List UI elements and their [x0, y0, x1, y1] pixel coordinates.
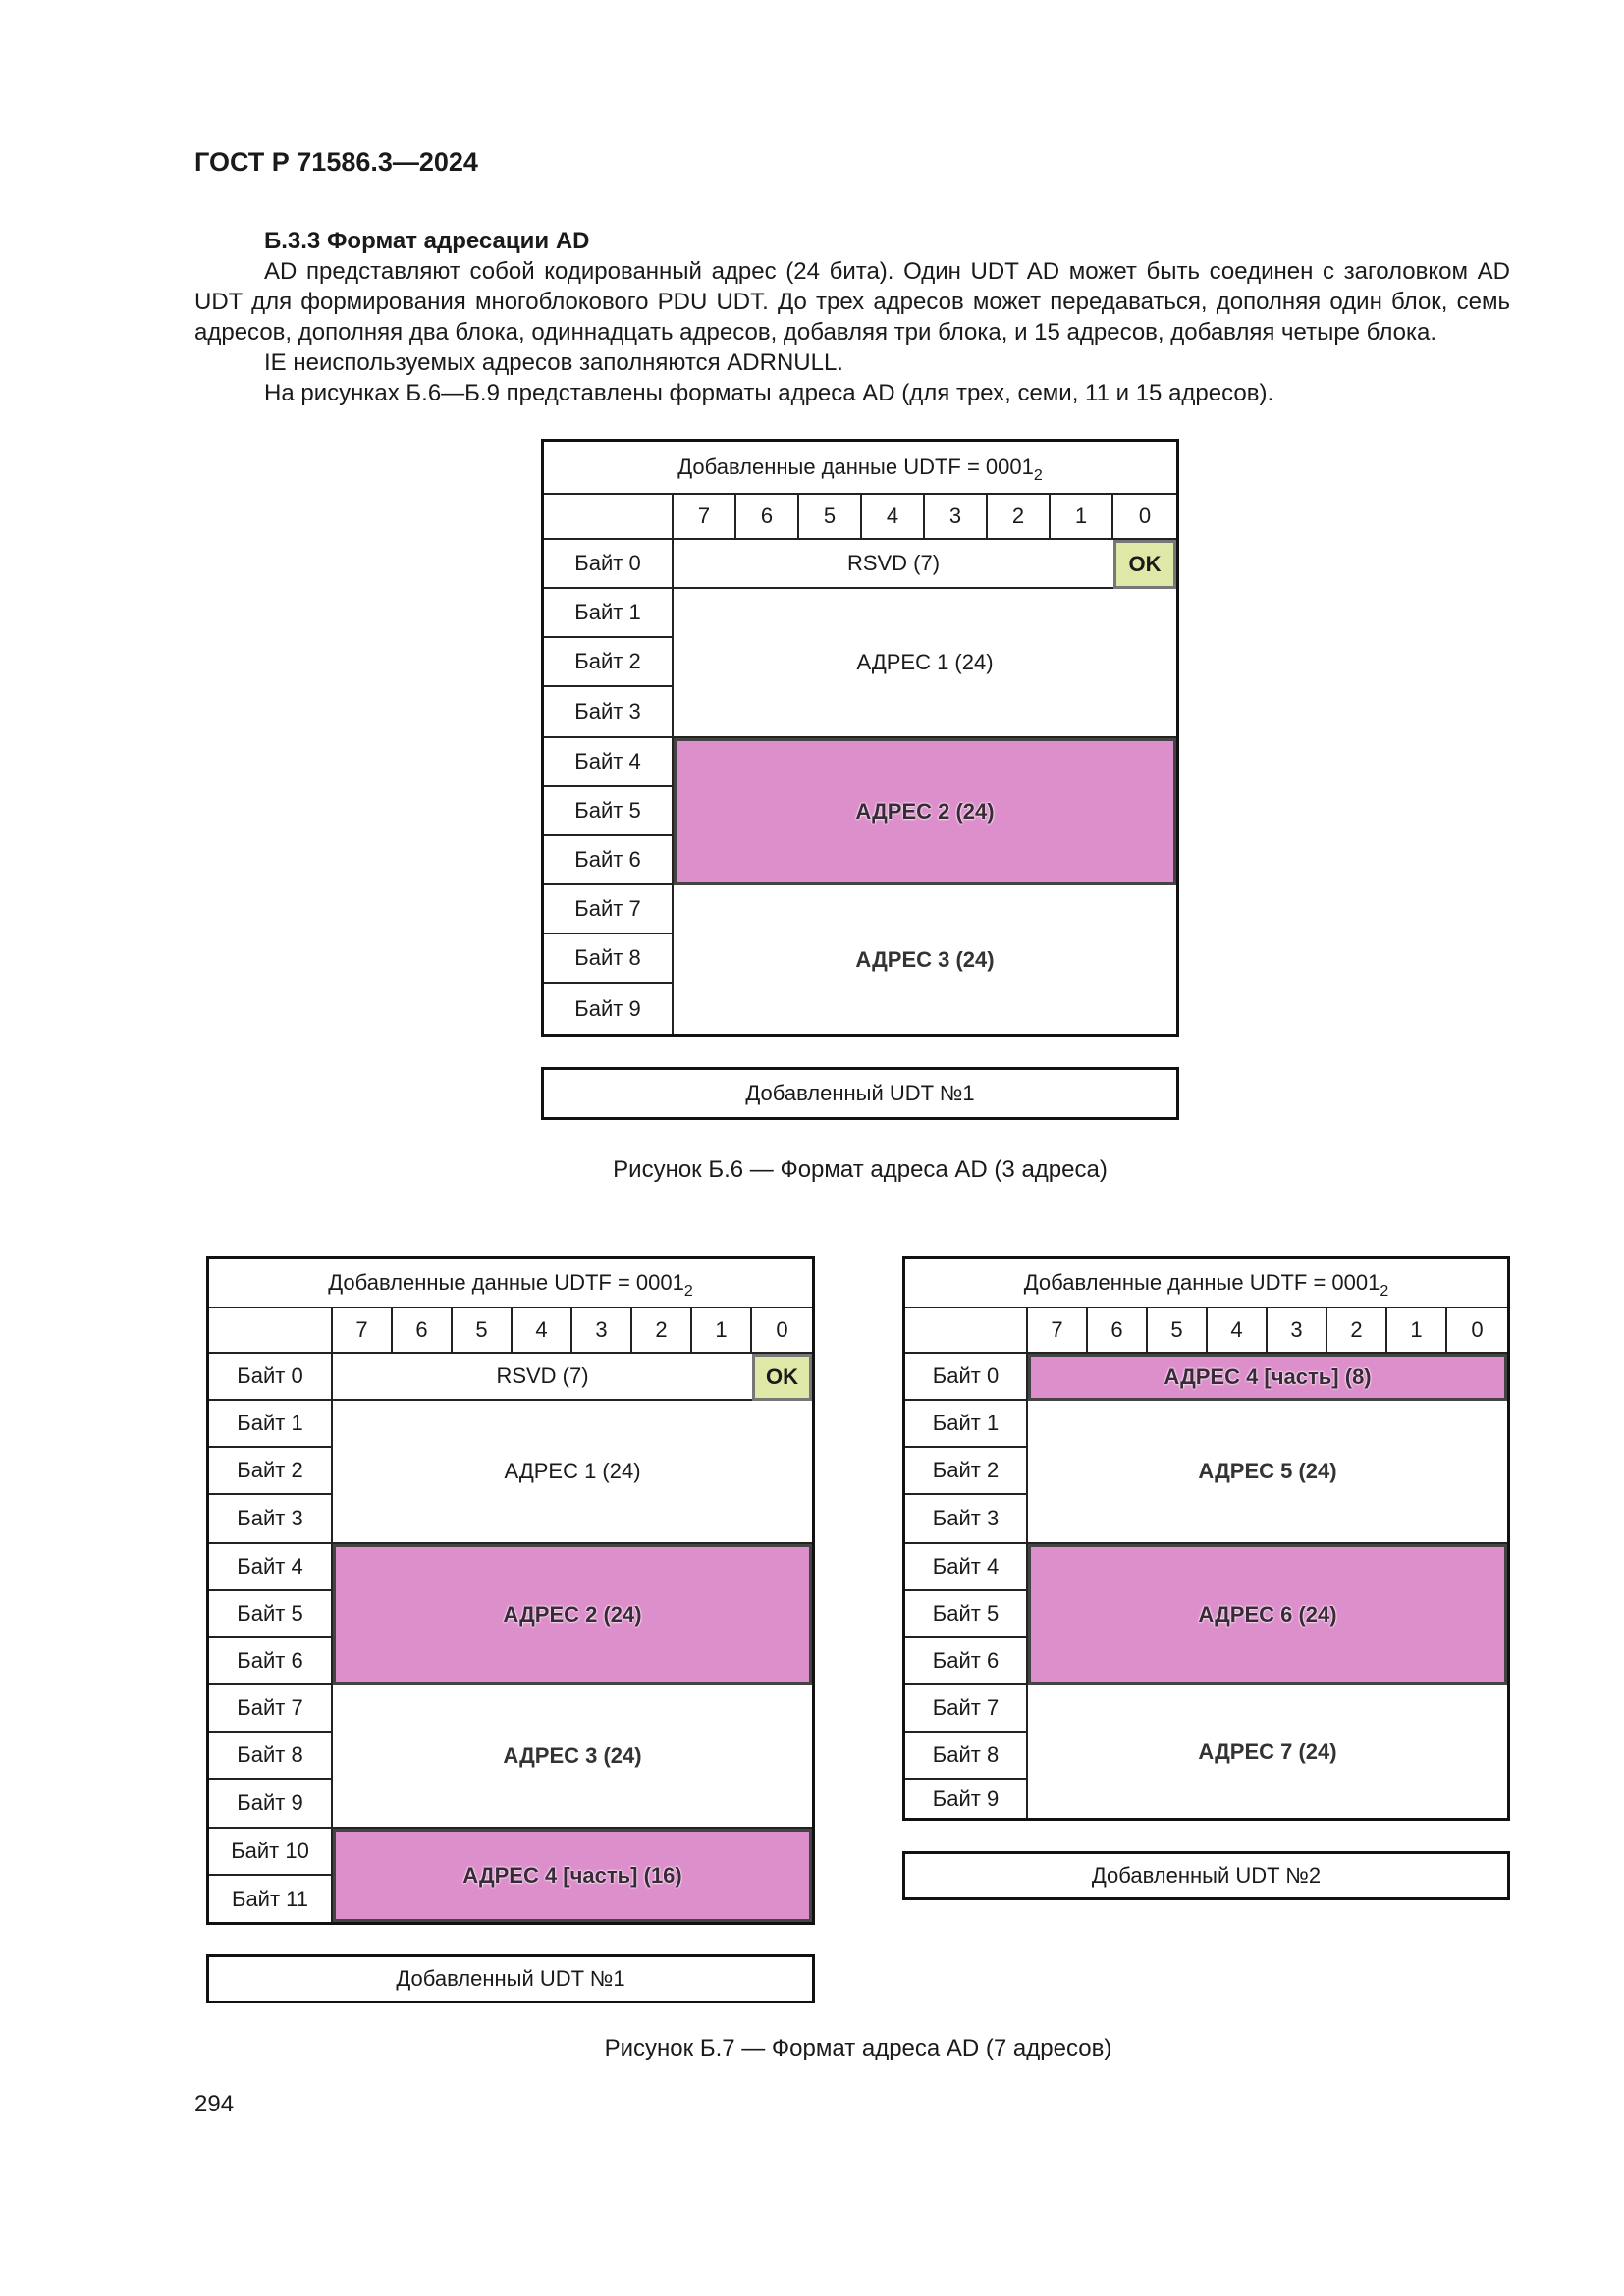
byte-label: Байт 4: [544, 738, 674, 787]
bit-5: 5: [453, 1308, 513, 1354]
udtf-header-subscript: 2: [1033, 467, 1043, 484]
byte-label: Байт 4: [905, 1544, 1028, 1591]
udtf-table: [206, 1256, 815, 1925]
bit-6: 6: [393, 1308, 453, 1354]
bit-5: 5: [1148, 1308, 1208, 1354]
appended-udt: Добавленный UDT №1: [206, 1954, 815, 2003]
paragraph-2: IE неиспользуемых адресов заполняются ADRNULL.: [264, 349, 843, 376]
byte-label: Байт 6: [209, 1638, 333, 1685]
byte-label: Байт 5: [209, 1591, 333, 1638]
section-title: Б.3.3 Формат адресации AD: [264, 228, 590, 254]
byte-label: Байт 6: [905, 1638, 1028, 1685]
bit-3: 3: [1268, 1308, 1327, 1354]
rsvd-field: RSVD (7): [333, 1354, 752, 1401]
byte-label: Байт 1: [209, 1401, 333, 1448]
paragraph-1: AD представляют собой кодированный адрес (24 бита). Один UDT AD может быть соединен с заголовком AD UDT для формирования многоблокового PDU UDT. До трех адресов может передаваться, дополняя один блок, семь адресов, дополняя два блока, одиннадцать адресов, добавляя три блока, и 15 адресов, добавляя четыре блока.: [194, 258, 1510, 346]
bit-1: 1: [692, 1308, 752, 1354]
byte-label: Байт 1: [544, 589, 674, 638]
address-2: АДРЕС 2 (24): [674, 738, 1176, 885]
byte-label: Байт 11: [209, 1876, 333, 1922]
byte-label: Байт 9: [544, 984, 674, 1034]
address-2: АДРЕС 2 (24): [333, 1544, 812, 1685]
byte-label: Байт 7: [209, 1685, 333, 1733]
udtf-header-text: Добавленные данные UDTF = 0001: [1023, 1270, 1380, 1295]
address-7: АДРЕС 7 (24): [1198, 1738, 1337, 1764]
bit-6: 6: [1088, 1308, 1148, 1354]
bit-3: 3: [925, 495, 988, 540]
bit-1: 1: [1051, 495, 1113, 540]
bit-5: 5: [799, 495, 862, 540]
udtf-header-subscript: 2: [683, 1283, 693, 1300]
byte-label: Байт 8: [544, 934, 674, 984]
byte-label: Байт 7: [544, 885, 674, 934]
byte-label: Байт 3: [905, 1495, 1028, 1544]
udtf-header: [209, 1259, 812, 1308]
document-standard-header: ГОСТ Р 71586.3—2024: [194, 147, 478, 177]
bit-4: 4: [1208, 1308, 1268, 1354]
byte-label: Байт 7: [905, 1685, 1028, 1733]
bit-2: 2: [632, 1308, 692, 1354]
address-5: АДРЕС 5 (24): [1028, 1401, 1507, 1544]
byte-label: Байт 9: [905, 1780, 1028, 1818]
address-3: АДРЕС 3 (24): [855, 946, 995, 972]
udtf-header-text: Добавленные данные UDTF = 0001: [328, 1270, 684, 1295]
byte-label: Байт 5: [905, 1591, 1028, 1638]
paragraph-3: На рисунках Б.6—Б.9 представлены форматы адреса AD (для трех, семи, 11 и 15 адресов).: [264, 380, 1274, 406]
byte-label: Байт 10: [209, 1829, 333, 1876]
bit-2: 2: [1327, 1308, 1387, 1354]
byte-label: Байт 8: [905, 1733, 1028, 1780]
address-1: АДРЕС 1 (24): [674, 589, 1176, 738]
ok-flag: OK: [752, 1354, 812, 1401]
byte-label: Байт 0: [544, 540, 674, 589]
figure-caption: Рисунок Б.6 — Формат адреса AD (3 адреса): [613, 1156, 1108, 1183]
byte-label: Байт 3: [209, 1495, 333, 1544]
udtf-header-text: Добавленные данные UDTF = 0001: [677, 454, 1034, 479]
bits-corner: [209, 1308, 333, 1354]
figure-caption: Рисунок Б.7 — Формат адреса AD (7 адресов): [604, 2035, 1112, 2061]
bits-corner: [905, 1308, 1028, 1354]
bit-6: 6: [736, 495, 799, 540]
udtf-header: [905, 1259, 1507, 1308]
byte-label: Байт 2: [544, 638, 674, 687]
address-6: АДРЕС 6 (24): [1028, 1544, 1507, 1685]
byte-label: Байт 6: [544, 836, 674, 885]
byte-label: Байт 3: [544, 687, 674, 738]
bit-7: 7: [333, 1308, 393, 1354]
bit-7: 7: [674, 495, 736, 540]
udtf-table: [541, 439, 1179, 1037]
bit-0: 0: [1113, 495, 1176, 540]
address-4-part: АДРЕС 4 [часть] (8): [1028, 1354, 1507, 1401]
appended-udt: Добавленный UDT №1: [541, 1067, 1179, 1120]
byte-label: Байт 2: [905, 1448, 1028, 1495]
byte-label: Байт 9: [209, 1780, 333, 1829]
bit-0: 0: [1447, 1308, 1507, 1354]
page-number: 294: [194, 2091, 235, 2117]
bit-2: 2: [988, 495, 1051, 540]
byte-label: Байт 2: [209, 1448, 333, 1495]
address-4-part: АДРЕС 4 [часть] (16): [333, 1829, 812, 1922]
udtf-header: [544, 442, 1176, 495]
byte-label: Байт 5: [544, 787, 674, 836]
address-3: АДРЕС 3 (24): [333, 1685, 812, 1829]
byte-label: Байт 0: [209, 1354, 333, 1401]
bit-1: 1: [1387, 1308, 1447, 1354]
udtf-header-subscript: 2: [1380, 1283, 1389, 1300]
ok-flag: OK: [1113, 540, 1176, 589]
udtf-table: [902, 1256, 1510, 1821]
byte-label: Байт 0: [905, 1354, 1028, 1401]
section-b33: [194, 226, 1510, 408]
bit-4: 4: [513, 1308, 572, 1354]
byte-label: Байт 1: [905, 1401, 1028, 1448]
byte-label: Байт 4: [209, 1544, 333, 1591]
address-1: АДРЕС 1 (24): [333, 1401, 812, 1544]
bit-0: 0: [752, 1308, 812, 1354]
bit-3: 3: [572, 1308, 632, 1354]
byte-label: Байт 8: [209, 1733, 333, 1780]
appended-udt: Добавленный UDT №2: [902, 1851, 1510, 1900]
bits-corner: [544, 495, 674, 540]
rsvd-field: RSVD (7): [674, 540, 1113, 589]
bit-4: 4: [862, 495, 925, 540]
bit-7: 7: [1028, 1308, 1088, 1354]
